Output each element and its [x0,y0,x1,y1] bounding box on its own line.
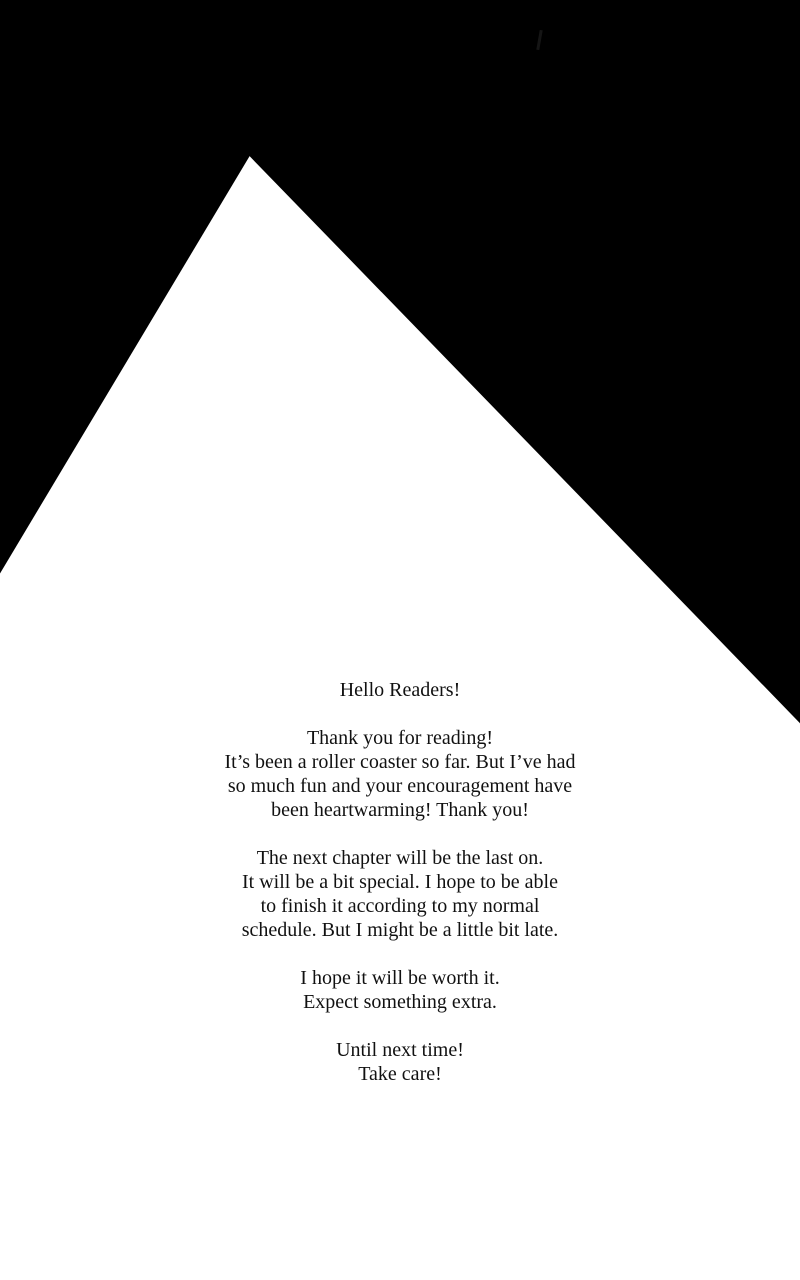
note-paragraph-3 [0,966,800,1014]
note-line: The next chapter will be the last on. [256,847,544,869]
note-line: to finish it according to my normal [260,895,540,917]
note-line: I hope it will be worth it. [300,967,500,989]
top-tick-mark [536,30,542,50]
note-line: It will be a bit special. I hope to be able [241,871,558,893]
note-line: Hello Readers! [339,679,461,701]
note-line: schedule. But I might be a little bit late. [241,919,559,941]
note-line: Expect something extra. [303,991,497,1013]
note-line: Take care! [358,1063,442,1085]
note-line: been heartwarming! Thank you! [271,799,529,821]
note-line: Until next time! [336,1039,464,1061]
note-paragraph-2 [0,846,800,942]
note-paragraph-4 [0,1038,800,1086]
note-paragraph-1 [0,726,800,822]
note-greeting-paragraph [0,678,800,702]
note-line: It’s been a roller coaster so far. But I’ve had [224,751,576,773]
author-note [0,678,800,1086]
note-line: Thank you for reading! [306,727,494,749]
note-line: so much fun and your encouragement have [227,775,573,797]
